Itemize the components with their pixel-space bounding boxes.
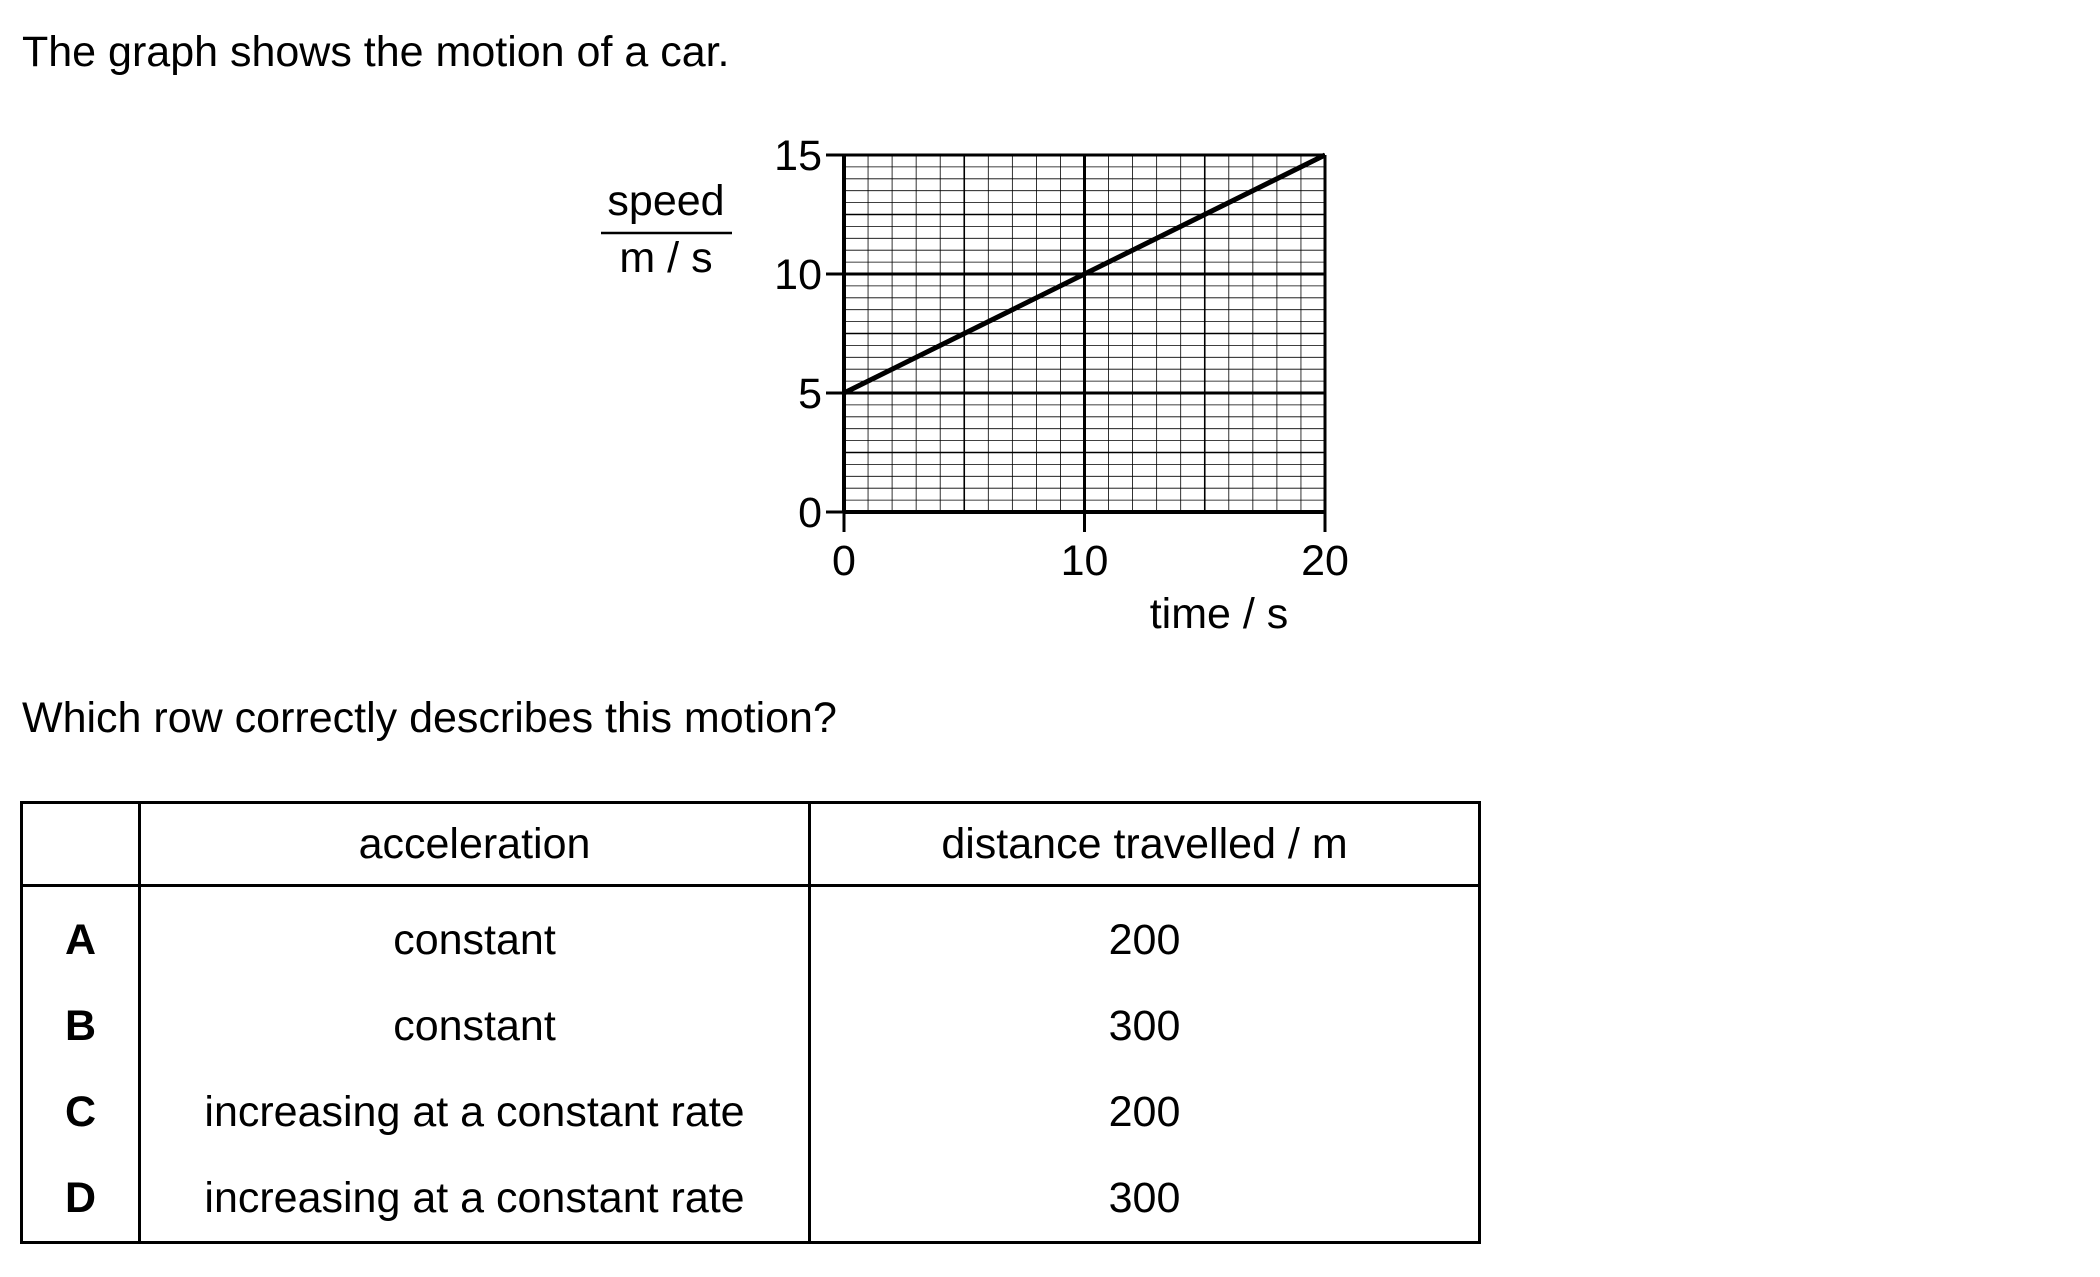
y-tick-label: 10 [774, 251, 822, 299]
acceleration-cell: constant [140, 983, 810, 1069]
x-tick-label: 0 [832, 537, 856, 585]
question-intro: The graph shows the motion of a car. [22, 28, 730, 76]
y-tick-label: 0 [798, 489, 822, 537]
option-label: B [22, 983, 140, 1069]
distance-cell: 300 [810, 1155, 1480, 1243]
axis-ticks [826, 155, 1325, 532]
y-tick-label: 5 [798, 370, 822, 418]
acceleration-cell: increasing at a constant rate [140, 1155, 810, 1243]
axis-tick-labels [774, 132, 1349, 585]
table-row-c[interactable] [22, 1069, 1480, 1155]
option-label: D [22, 1155, 140, 1243]
y-axis-label-bottom: m / s [619, 234, 713, 282]
answer-table [20, 801, 1481, 1244]
x-axis-label: time / s [1149, 590, 1289, 638]
header-distance: distance travelled / m [810, 803, 1480, 886]
distance-cell: 200 [810, 886, 1480, 984]
x-tick-label: 20 [1301, 537, 1349, 585]
header-acceleration: acceleration [140, 803, 810, 886]
distance-cell: 200 [810, 1069, 1480, 1155]
x-tick-label: 10 [1060, 537, 1109, 585]
acceleration-cell: constant [140, 886, 810, 984]
distance-cell: 300 [810, 983, 1480, 1069]
table-row-d[interactable] [22, 1155, 1480, 1243]
table-header-row [22, 803, 1480, 886]
header-option [22, 803, 140, 886]
question-prompt: Which row correctly describes this motion? [22, 694, 837, 742]
option-label: A [22, 886, 140, 984]
table-row-b[interactable] [22, 983, 1480, 1069]
acceleration-cell: increasing at a constant rate [140, 1069, 810, 1155]
y-axis-label-top: speed [607, 177, 725, 225]
y-tick-label: 15 [774, 132, 822, 180]
table-row-a[interactable] [22, 886, 1480, 984]
option-label: C [22, 1069, 140, 1155]
